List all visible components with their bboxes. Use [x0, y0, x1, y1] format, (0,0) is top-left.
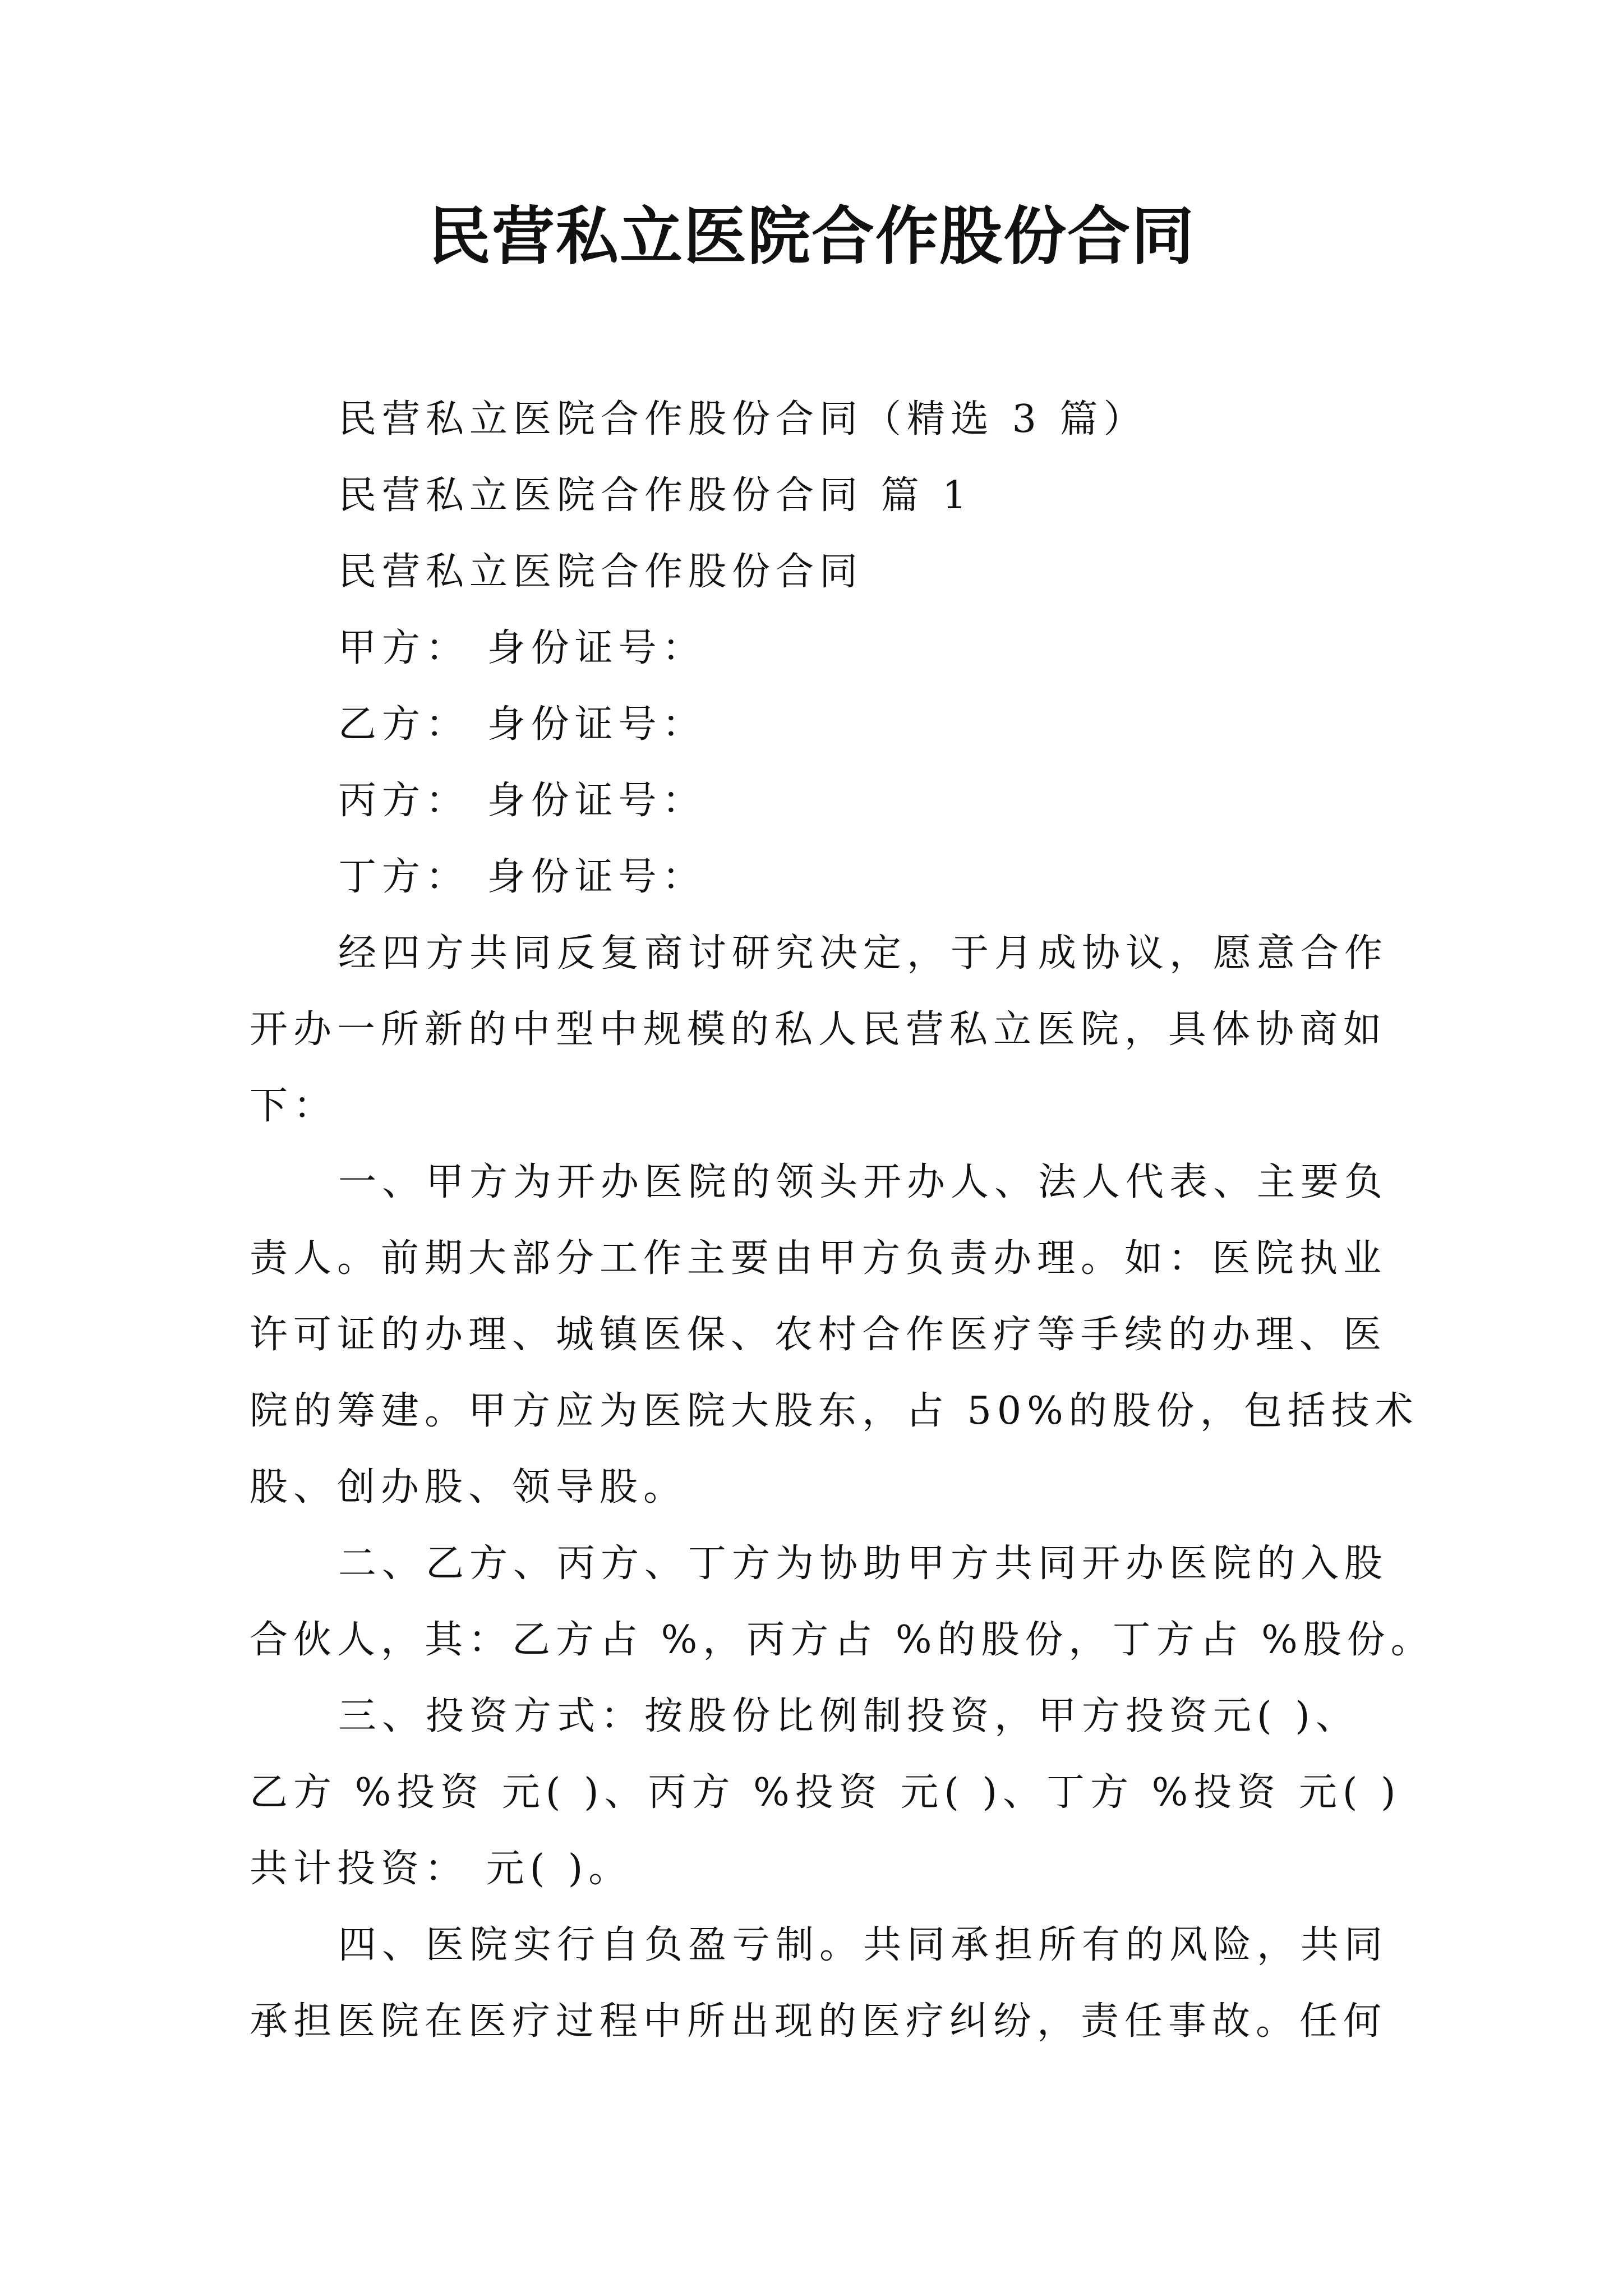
body-line: 四、医院实行自负盈亏制。共同承担所有的风险，共同: [338, 1923, 1389, 1967]
body-line: 丙方： 身份证号：: [338, 779, 706, 823]
body-line: 甲方： 身份证号：: [338, 626, 706, 670]
body-line: 民营私立医院合作股份合同: [338, 550, 864, 594]
body-line: 三、投资方式：按股份比例制投资，甲方投资元( )、: [338, 1694, 1359, 1738]
body-line: 股、创办股、领导股。: [250, 1465, 688, 1510]
body-line: 责人。前期大部分工作主要由甲方负责办理。如：医院执业: [250, 1236, 1387, 1281]
body-line: 承担医院在医疗过程中所出现的医疗纠纷，责任事故。任何: [250, 1999, 1387, 2044]
document-body: [250, 381, 1435, 2060]
body-line: 一、甲方为开办医院的领头开办人、法人代表、主要负: [338, 1160, 1389, 1204]
body-line: 乙方 %投资 元( )、丙方 %投资 元( )、丁方 %投资 元( ): [250, 1770, 1401, 1815]
body-line: 民营私立医院合作股份合同 篇 1: [338, 473, 972, 518]
body-line: 二、乙方、丙方、丁方为协助甲方共同开办医院的入股: [338, 1542, 1389, 1586]
body-line: 乙方： 身份证号：: [338, 702, 706, 747]
body-line: 经四方共同反复商讨研究决定，于月成协议，愿意合作: [338, 931, 1389, 976]
body-line: 民营私立医院合作股份合同（精选 3 篇）: [338, 397, 1147, 441]
body-line: 许可证的办理、城镇医保、农村合作医疗等手续的办理、医: [250, 1313, 1387, 1357]
body-line: 共计投资： 元( )。: [250, 1847, 633, 1891]
document-title: 民营私立医院合作股份合同: [428, 200, 1195, 273]
body-line: 合伙人，其：乙方占 %，丙方占 %的股份，丁方占 %股份。: [250, 1618, 1435, 1662]
body-line: 丁方： 身份证号：: [338, 855, 706, 899]
body-line: 院的筹建。甲方应为医院大股东，占 50%的股份，包括技术: [250, 1389, 1419, 1433]
body-line: 下：: [250, 1084, 338, 1128]
body-line: 开办一所新的中型中规模的私人民营私立医院，具体协商如: [250, 1007, 1387, 1052]
